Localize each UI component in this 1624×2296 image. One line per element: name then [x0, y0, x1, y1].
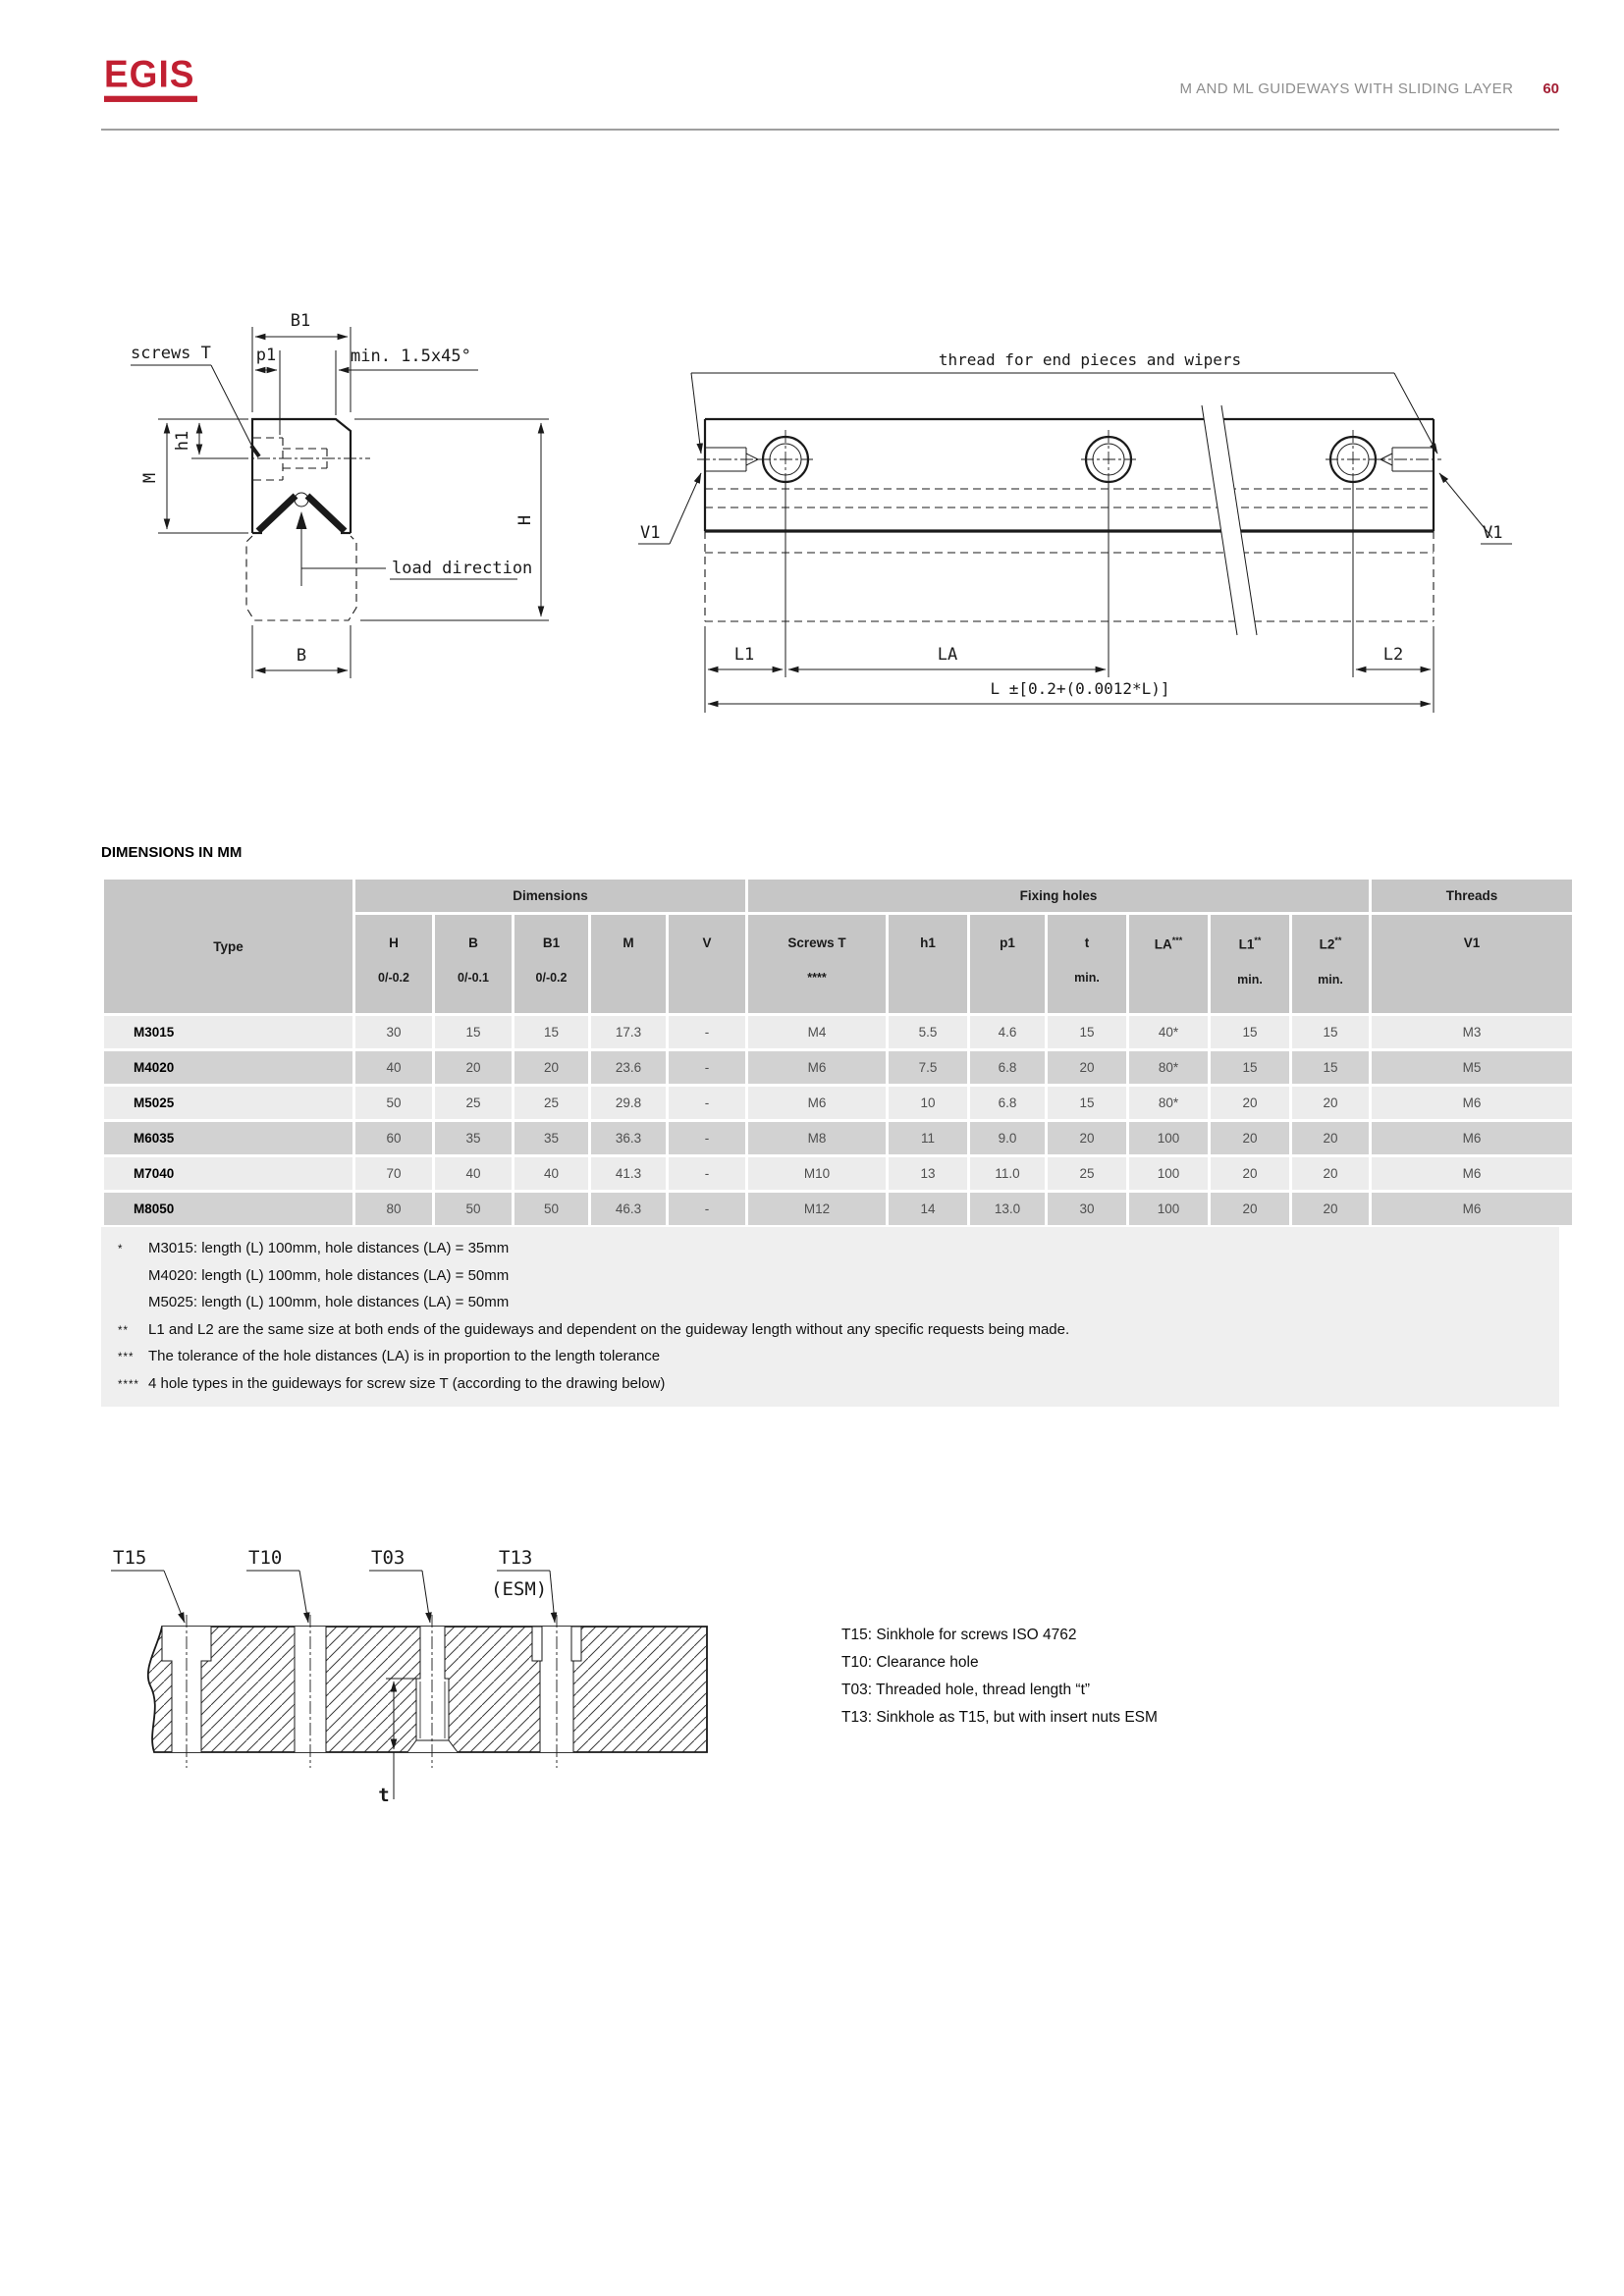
- label-m: M: [140, 472, 160, 484]
- header-divider: [101, 129, 1559, 131]
- sliding-layer-right: [307, 496, 345, 531]
- footnotes-panel: [101, 1227, 1559, 1407]
- break-gap: [1202, 405, 1257, 635]
- groove-apex: [295, 493, 308, 507]
- legend-item: T10: Clearance hole: [841, 1654, 979, 1671]
- column-header: LA***: [1129, 915, 1208, 1013]
- page-header: [1179, 80, 1559, 97]
- label-v1-right: V1: [1483, 523, 1503, 543]
- sliding-layer-left: [258, 496, 296, 531]
- legend-item: T15: Sinkhole for screws ISO 4762: [841, 1627, 1077, 1643]
- group-header-fixing-holes: Fixing holes: [748, 880, 1369, 912]
- cross-section-drawing: [93, 201, 555, 751]
- label-esm: (ESM): [491, 1578, 548, 1600]
- type-cell: M8050: [104, 1193, 352, 1225]
- column-header: B 0/-0.1: [435, 915, 512, 1013]
- label-l1: L1: [733, 645, 755, 665]
- column-header: M: [591, 915, 666, 1013]
- column-header: B1 0/-0.2: [514, 915, 588, 1013]
- legend-item: T03: Threaded hole, thread length “t”: [841, 1682, 1091, 1698]
- footnote: M5025: length (L) 100mm, hole distances (LA) = 50mm: [148, 1294, 510, 1310]
- table-row: M3015 30 15 15 17.3 - M4 5.5 4.6 15 40* 15 15 M3: [104, 1016, 1572, 1048]
- end-thread-hole-right: [1373, 448, 1441, 471]
- column-header: p1: [970, 915, 1045, 1013]
- column-header: t min.: [1048, 915, 1126, 1013]
- label-l-total: L ±[0.2+(0.0012*L)]: [990, 679, 1170, 698]
- hole-type-legend: [841, 1622, 1158, 1732]
- label-t-dim: t: [378, 1785, 390, 1806]
- label-la: LA: [937, 645, 958, 665]
- section-title: DIMENSIONS IN MM: [101, 844, 243, 861]
- footnote: ** L1 and L2 are the same size at both ends of the guideways and dependent on the guideway length without any specific requests being made.: [118, 1320, 1070, 1338]
- type-cell: M5025: [104, 1087, 352, 1119]
- label-t13: T13: [499, 1547, 533, 1569]
- table-row: M5025 50 25 25 29.8 - M6 10 6.8 15 80* 20 20 M6: [104, 1087, 1572, 1119]
- table-row: M8050 80 50 50 46.3 - M12 14 13.0 30 100 20 20 M6: [104, 1193, 1572, 1225]
- label-v1-left: V1: [640, 523, 661, 543]
- type-cell: M4020: [104, 1051, 352, 1084]
- page-number: 60: [1543, 80, 1559, 97]
- load-direction-arrow: [297, 511, 307, 529]
- label-l2: L2: [1382, 645, 1404, 665]
- group-header-threads: Threads: [1372, 880, 1572, 912]
- egis-logo: EGIS: [104, 54, 197, 102]
- table-row: M4020 40 20 20 23.6 - M6 7.5 6.8 20 80* 15 15 M5: [104, 1051, 1572, 1084]
- type-cell: M7040: [104, 1157, 352, 1190]
- label-t10: T10: [248, 1547, 283, 1569]
- label-b1: B1: [290, 311, 311, 331]
- hole-t13: [532, 1615, 581, 1768]
- label-p1: p1: [255, 346, 277, 365]
- table-row: M6035 60 35 35 36.3 - M8 11 9.0 20 100 20 20 M6: [104, 1122, 1572, 1154]
- column-header: L2** min.: [1292, 915, 1369, 1013]
- column-header: V: [669, 915, 745, 1013]
- hole-types-drawing: [93, 1517, 741, 1841]
- column-header: Screws T ****: [748, 915, 886, 1013]
- footnote: M4020: length (L) 100mm, hole distances (LA) = 50mm: [148, 1266, 510, 1284]
- column-header: V1: [1372, 915, 1572, 1013]
- label-t15: T15: [113, 1547, 147, 1569]
- dimensions-table: [101, 877, 1575, 1228]
- hole-t10: [295, 1615, 326, 1768]
- label-t03: T03: [371, 1547, 406, 1569]
- fixing-hole: [758, 430, 813, 489]
- label-load-direction: load direction: [392, 559, 533, 578]
- column-header: L1** min.: [1211, 915, 1289, 1013]
- type-cell: M6035: [104, 1122, 352, 1154]
- fixing-hole: [1081, 430, 1136, 489]
- fixing-hole: [1326, 430, 1380, 489]
- column-header-type: Type: [104, 880, 352, 1013]
- label-screws-t: screws T: [131, 344, 211, 363]
- label-chamfer: min. 1.5x45°: [351, 347, 471, 366]
- label-h: H: [515, 514, 535, 526]
- column-header: h1: [889, 915, 967, 1013]
- group-header-dimensions: Dimensions: [355, 880, 745, 912]
- end-thread-hole-left: [697, 448, 766, 471]
- footnote: **** 4 hole types in the guideways for screw size T (according to the drawing below): [118, 1374, 666, 1392]
- type-cell: M3015: [104, 1016, 352, 1048]
- side-view-drawing: [619, 226, 1591, 726]
- label-h1: h1: [173, 430, 192, 452]
- label-thread-note: thread for end pieces and wipers: [938, 350, 1242, 369]
- legend-item: T13: Sinkhole as T15, but with insert nuts ESM: [841, 1709, 1158, 1726]
- page-title: M AND ML GUIDEWAYS WITH SLIDING LAYER: [1179, 80, 1514, 97]
- table-row: M7040 70 40 40 41.3 - M10 13 11.0 25 100 20 20 M6: [104, 1157, 1572, 1190]
- footnote: *** The tolerance of the hole distances (LA) is in proportion to the length tolerance: [118, 1348, 661, 1364]
- footnote: * M3015: length (L) 100mm, hole distances (LA) = 35mm: [118, 1240, 510, 1256]
- column-header: H 0/-0.2: [355, 915, 432, 1013]
- label-b: B: [296, 646, 307, 666]
